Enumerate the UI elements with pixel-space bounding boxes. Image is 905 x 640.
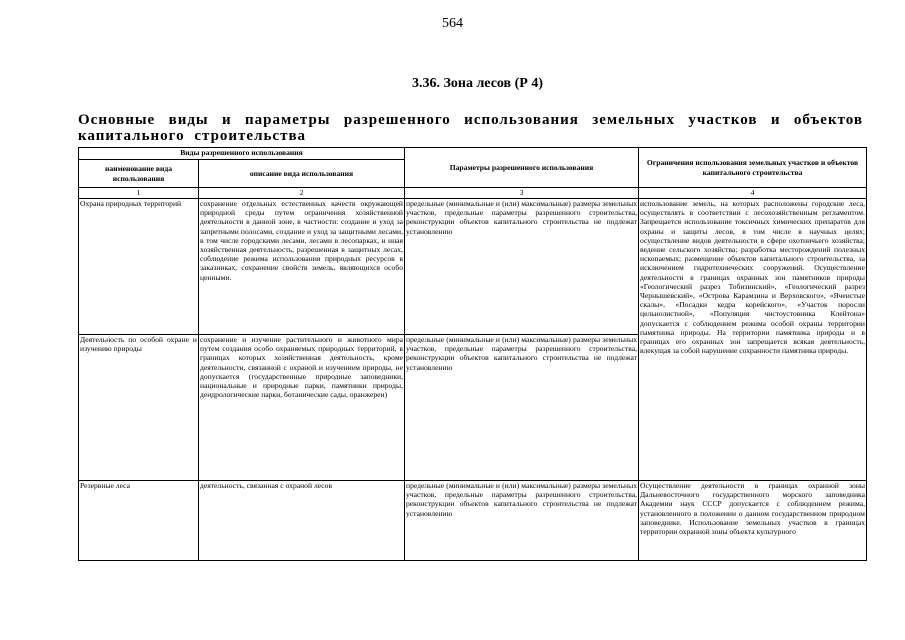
use-restrictions: использование земель, на которых расположены городские леса, осуществлять в соответствии с лесохозяйственным регламентом. Запрещается использование токсичных химических препаратов для охраны и защиты лесов, в том числе в научных целях; осуществление видов деятельности в сфере охотничьего хозяйства; ведение сельского хозяйства; разработка месторождений полезных ископаемых; размещение объектов капитального строительства, за исключением гидротехнических сооружений. Осуществление деятельности в границах охранных зон памятников природы «Геологический разрез Тобизинский», «Геологический разрез Чернышевский», «Острова Карамзина и Верховского», «Ячеистые скалы», «Посадки кедра корейского», «Участок поросли цельнолистной», «Популяция чистоустовника Клейтона» допускается с соблюдением режима особой охраны территории памятника природы. На территории памятника природы и в границах его охранных зон запрещается всякая деятельность, влекущая за собой нарушение сохранности памятника природы. [639, 199, 867, 481]
use-name: Резервные леса [79, 481, 199, 561]
use-description: деятельность, связанная с охраной лесов [199, 481, 405, 561]
page-number: 564 [442, 16, 463, 31]
table-row [79, 481, 867, 561]
use-name: Охрана природных территорий [79, 199, 199, 335]
header-description: описание вида использования [199, 160, 405, 188]
use-description: сохранение отдельных естественных качеств окружающей природной среды путем ограничения хозяйственной деятельности в данной зоне, в частности: создание и уход за запретными полосами, создание и уход за защитными лесами, в том числе городскими лесами, лесами в лесопарках, и иная хозяйственная деятельность, разрешенная в защитных лесах, соблюдение режима использования природных ресурсов в заказниках, сохранение свойств земель, являющихся особо ценными. [199, 199, 405, 335]
use-name: Деятельность по особой охране и изучению природы [79, 335, 199, 481]
use-description: сохранение и изучение растительного и животного мира путем создания особо охраняемых природных территорий, в границах которых хозяйственная деятельность, кроме деятельности, связанной с охраной и изучением природы, не допускается (государственные природные заповедники, национальные и природные парки, памятники природы, дендрологические парки, ботанические сады, оранжереи) [199, 335, 405, 481]
header-restrictions: Ограничения использования земельных участков и объектов капитального строительства [639, 148, 867, 188]
section-title: 3.36. Зона лесов (Р 4) [412, 76, 543, 91]
column-number: 2 [199, 188, 405, 199]
table-row [79, 199, 867, 335]
document-heading: Основные виды и параметры разрешенного использования земельных участков и объектов капитального строительства [78, 112, 863, 144]
column-number: 1 [79, 188, 199, 199]
column-number: 4 [639, 188, 867, 199]
use-params: предельные (минимальные и (или) максимальные) размеры земельных участков, предельные параметры разрешенного строительства, реконструкции объектов капитального строительства не подлежат установлению [405, 199, 639, 335]
header-name: наименование вида использования [79, 160, 199, 188]
zoning-table [78, 147, 867, 561]
use-params: предельные (минимальные и (или) максимальные) размеры земельных участков, предельные параметры разрешенного строительства, реконструкции объектов капитального строительства не подлежат установлению [405, 335, 639, 481]
column-number: 3 [405, 188, 639, 199]
use-restrictions: Осуществление деятельности в границах охранной зоны Дальневосточного государственного морского заповедника Академии наук СССР допускается с соблюдением режима, установленного в положении о данном государственном природном заповеднике. Использование земельных участков в границах территории охранной зоны объекта культурного [639, 481, 867, 561]
header-group: Виды разрешенного использования [79, 148, 405, 160]
use-params: предельные (минимальные и (или) максимальные) размеры земельных участков, предельные параметры разрешенного строительства, реконструкции объектов капитального строительства не подлежат установлению [405, 481, 639, 561]
header-params: Параметры разрешенного использования [405, 148, 639, 188]
